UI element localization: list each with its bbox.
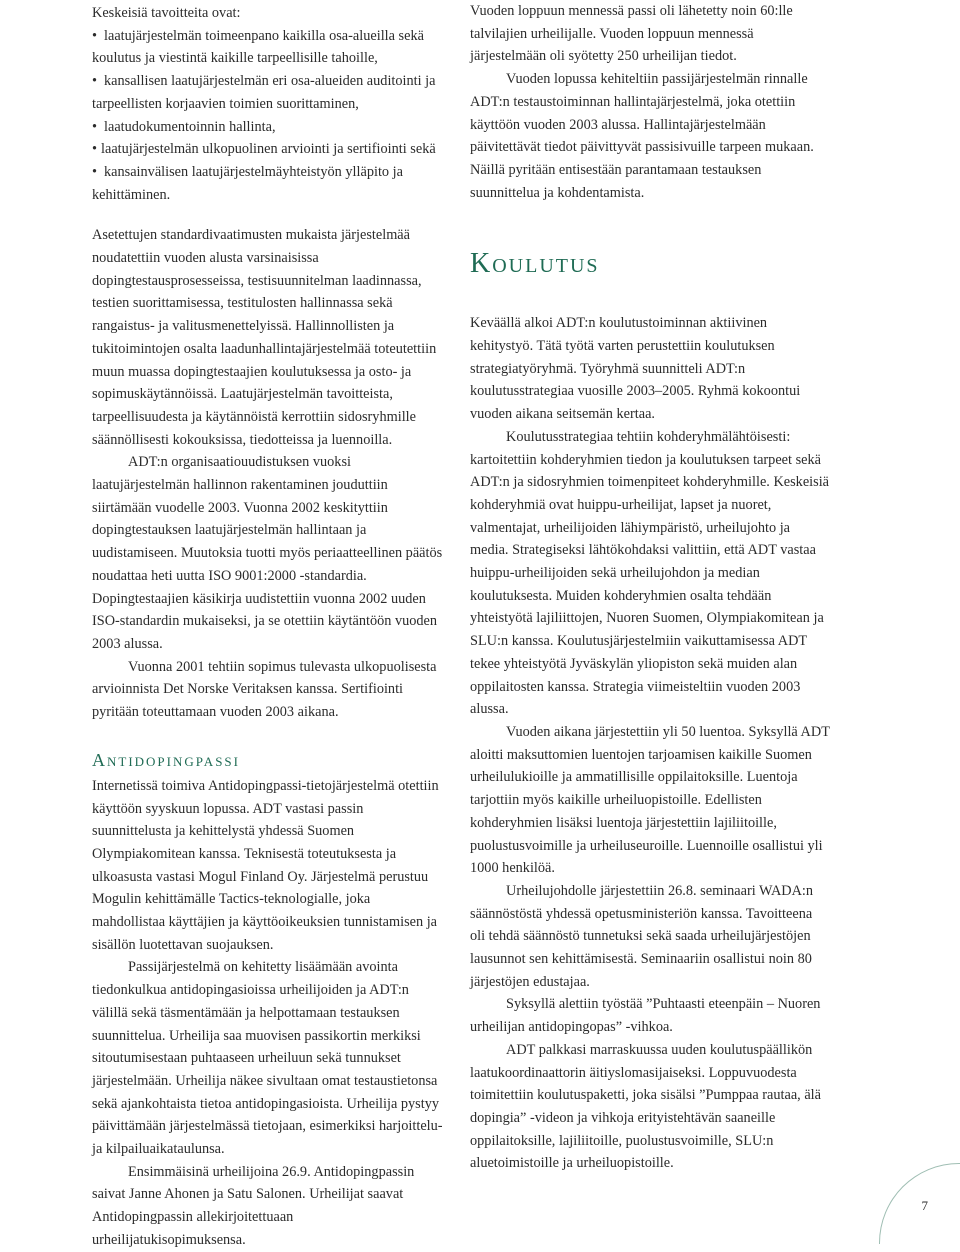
paragraph-passport-system: Passijärjestelmä on kehitetty lisäämään avointa tiedonkulkua antidopingasioissa urheilijoiden ja ADT:n välillä sekä täsmentämään ja helpottamaan testauksen suunnittelua. Urheilija saa muovisen passikortin merkiksi sitoutumisestaan puhtaaseen urheiluun sekä tunnukset järjestelmään. Urheilija näkee sivultaan omat testaustietonsa sekä ajankohtaista tietoa antidopingasioista. Urheilija pystyy päivittämään järjestelmässä tietojaan, esimerkiksi harjoittelu- ja kilpailuaikataulunsa.: [92, 959, 443, 1158]
paragraph-first-athletes: Ensimmäisinä urheilijoina 26.9. Antidopingpassin saivat Janne Ahonen ja Satu Salonen. Urheilijat saavat Antidopingpassin allekirjoitettuaan urheilijatukisopimuksensa.: [92, 1163, 415, 1248]
bullet: •: [92, 118, 98, 135]
left-column: [92, 0, 444, 1252]
paragraph-management-system: Vuoden lopussa kehiteltiin passijärjestelmän rinnalle ADT:n testaustoiminnan hallintajärjestelmä, joka otettiin käyttöön vuoden 2003 alussa. Hallintajärjestelmään päivitettävät tiedot päivittyvät passisivuille tarpeen mukaan. Näillä pyritään entisestään parantamaan testauksen suunnittelua ja kohdentamista.: [470, 71, 814, 201]
heading-koulutus: Koulutus: [470, 248, 600, 280]
paragraph-agreement: Vuonna 2001 tehtiin sopimus tulevasta ulkopuolisesta arvioinnista Det Norske Veritaksen kanssa. Sertifiointi pyritään toteuttamaan vuoden 2003 aikana.: [92, 658, 437, 721]
paragraph-strategy: Koulutusstrategiaa tehtiin kohderyhmälähtöisesti: kartoitettiin kohderyhmien tiedon ja koulutuksen tarpeet sekä ADT:n ja sidosryhmien toimenpiteet kohderyhmille. Keskeisiä kohderyhmiä ovat huippu-urheilijat, lapset ja nuoret, valmentajat, urheilijoiden lähiympäristö, urheilujohto ja media. Strategiseksi lähtökohdaksi valittiin, että ADT vastaa huippu-urheilijoiden sekä urheilujohdon ja median koulutuksesta. Muiden kohderyhmien osalta tehdään yhteistyötä lajiliittojen, Nuoren Suomen, Olympiakomitean ja SLU:n kanssa. Koulutusjärjestelmiin vaikuttamisessa ADT tekee yhteistyötä Jyväskylän yliopiston sekä muiden alan oppilaitosten kanssa. Strategia viimeisteltiin vuoden 2003 alussa.: [470, 428, 830, 718]
paragraph-standard: Asetettujen standardivaatimusten mukaista järjestelmää noudatettiin vuoden alusta varsinaisissa dopingtestausprosesseissa, testisuunnitelman laadinnassa, testien suorittamisessa, testitulosten hallinnassa sekä rangaistus- ja valitusmenettelyissä. Hallinnollisten ja tukitoimintojen osalta laadunhallintajärjestelmää toteutettiin muun muassa dopingtestaajien koulutuksessa ja osto- ja sopimuskäytännöissä. Laatujärjestelmän tavoitteista, tarpeellisuudesta ja käytännöistä kerrottiin sidosryhmille säännöllisesti kokouksissa, tiedotteissa ja luennoilla.: [92, 227, 437, 448]
goal-item-4: • laatujärjestelmän ulkopuolinen arviointi ja sertifiointi sekä: [92, 138, 444, 161]
bullet: •: [92, 163, 98, 180]
paragraph-internet: Internetissä toimiva Antidopingpassi-tietojärjestelmä otettiin käyttöön syyskuun lopussa. ADT vastasi passin suunnittelusta ja kehittelystä yhdessä Suomen Olympiakomitean kanssa. Teknisestä toteutuksesta ja ulkoasusta vastasi Mogul Finland Oy. Järjestelmä perustuu Mogulin kehittämälle Tactics-teknologialle, joka mahdollistaa käyttäjien ja käyttöoikeuksien tunnistamisen ja sisällön luotettavan suojauksen.: [92, 777, 439, 953]
paragraph-spring: Keväällä alkoi ADT:n koulutustoiminnan aktiivinen kehitystyö. Tätä työtä varten perustettiin koulutuksen strategiatyöryhmä. Työryhmä suunnitteli ADT:n koulutusstrategiaa vuosille 2003–2005. Ryhmä kokoontui vuoden aikana seitsemän kertaa.: [470, 315, 801, 423]
paragraph-seminar: Urheilujohdolle järjestettiin 26.8. seminaari WADA:n säännöstöstä yhdessä opetusministeriön kanssa. Tavoitteena oli tehdä säännöstö tunnetuksi sekä saada urheilujärjestöjen lausunnot sen kehittämisestä. Seminaariin osallistui noin 80 järjestöjen edustajaa.: [470, 882, 814, 990]
paragraph-organisation: ADT:n organisaatiouudistuksen vuoksi laatujärjestelmän hallinnon rakentaminen jouduttiin siirtämään vuodelle 2003. Vuonna 2002 keskityttiin dopingtestauksen laatujärjestelmän hallintaan ja uudistamiseen. Muutoksia tuotti myös periaatteellinen päätös noudattaa heti uutta ISO 9001:2000 -standardia. Dopingtestaajien käsikirja uudistettiin vuonna 2002 uuden ISO-standardin mukaiseksi, ja se otettiin käytäntöön vuoden 2003 alussa.: [92, 454, 443, 652]
goal-item-2: • kansallisen laatujärjestelmän eri osa-alueiden auditointi ja tarpeellisten korjaavien toimien suorittaminen,: [92, 70, 444, 115]
goal-item-1: • laatujärjestelmän toimeenpano kaikilla osa-alueilla sekä koulutus ja viestintä kaikille tarpeellisille tahoille,: [92, 25, 444, 70]
corner-decoration: [879, 1163, 960, 1244]
goal-item-3: • laatudokumentoinnin hallinta,: [92, 116, 444, 139]
goals-intro: Keskeisiä tavoitteita ovat:: [92, 5, 241, 21]
paragraph-lectures: Vuoden aikana järjestettiin yli 50 luentoa. Syksyllä ADT aloitti maksuttomien luentojen tarjoamisen kaikille Suomen urheilulukioille ja ammatillisille oppilaitoksille. Luentoja tarjottiin myös kaikille urheiluopistoille. Edellisten kohderyhmien lisäksi luentoja järjestettiin lajiliitoille, puolustusvoimille ja urheiluseuroille. Luennoille osallistui yli 1000 henkilöä.: [470, 723, 830, 877]
right-column: [470, 0, 830, 1175]
bullet: •: [92, 141, 98, 158]
heading-antidopingpassi: Antidopingpassi: [92, 749, 240, 770]
paragraph-training-manager: ADT palkkasi marraskuussa uuden koulutuspäällikön laatukoordinaattorin äitiyslomasijaiseksi. Loppuvuodesta toimitettiin koulutuspaketti, joka sisälsi ”Pumppaa rautaa, älä dopingia” -videon ja vihkoja erityistehtävän saaneille oppilaitoksille, lajiliitoille, puolustusvoimille, SLU:n aluetoimistoille ja urheiluopistoille.: [470, 1041, 821, 1172]
paragraph-passport-sent: Vuoden loppuun mennessä passi oli lähetetty noin 60:lle talvilajien urheilijalle. Vuoden loppuun mennessä järjestelmään oli syötetty 250 urheilijan tiedot.: [470, 3, 793, 65]
paragraph-booklet: Syksyllä alettiin työstää ”Puhtaasti eteenpäin – Nuoren urheilijan antidopingopas” -vihkoa.: [470, 996, 821, 1036]
page-number: 7: [921, 1198, 928, 1213]
bullet: •: [92, 27, 98, 44]
bullet: •: [92, 73, 98, 90]
goal-item-5: • kansainvälisen laatujärjestelmäyhteistyön ylläpito ja kehittäminen.: [92, 161, 444, 206]
